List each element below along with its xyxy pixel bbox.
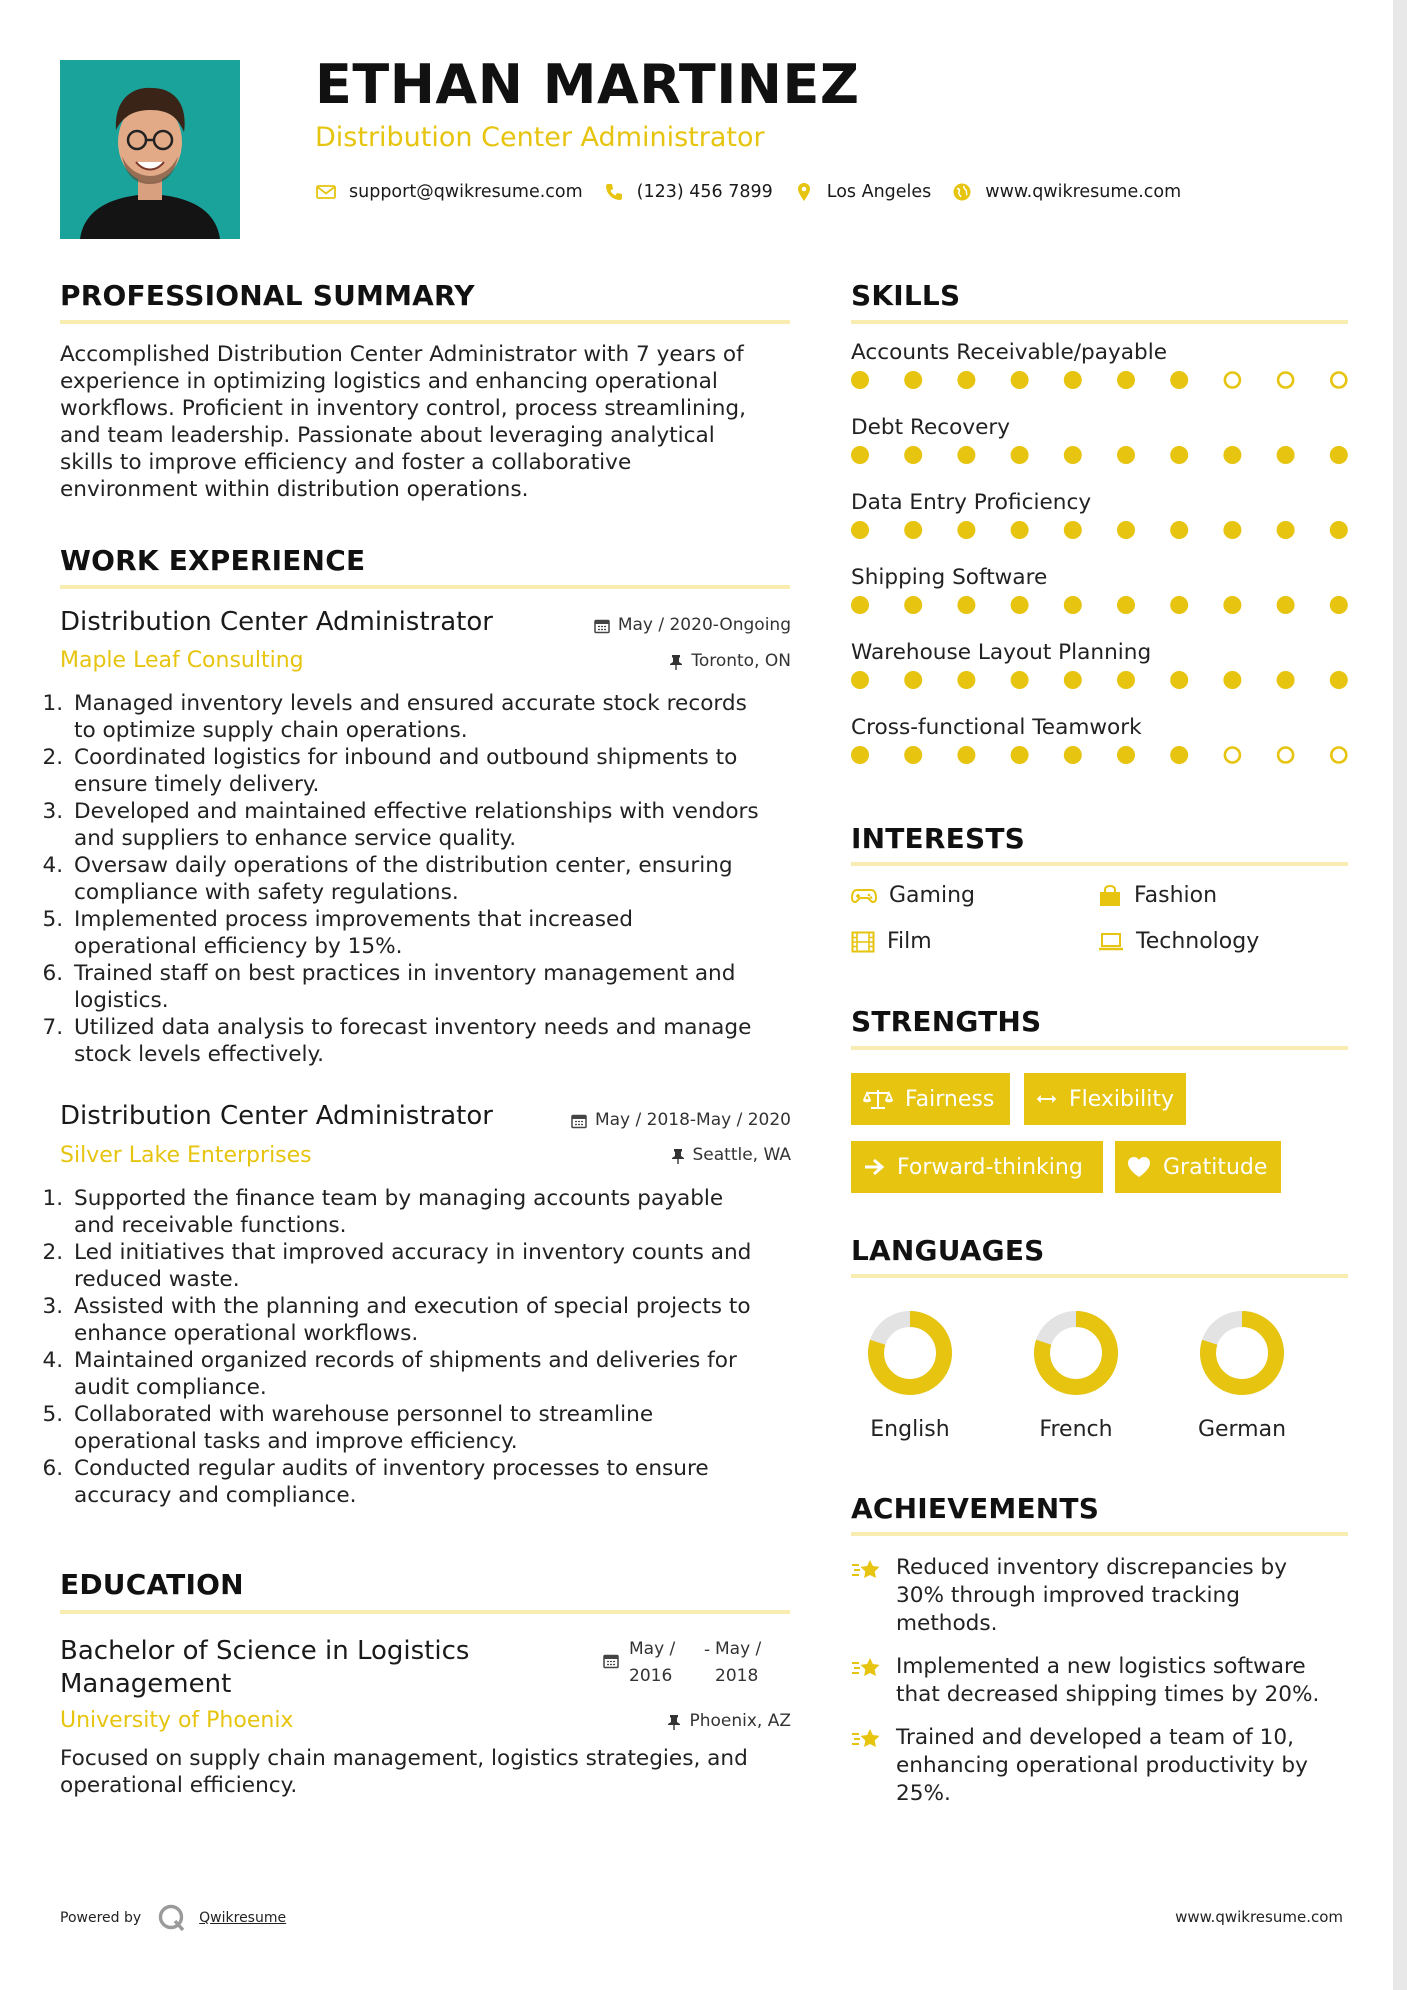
rating-dot-filled [904, 446, 922, 464]
film-icon [851, 931, 875, 953]
rating-dot-filled [1330, 671, 1348, 689]
education-location-text: Phoenix, AZ [689, 1711, 791, 1731]
contact-bar [315, 179, 1201, 205]
job-dates-text: May / 2020-Ongoing [617, 615, 791, 635]
list-item: 7. Utilized data analysis to forecast inventory needs and manage stock levels effectively. [70, 1014, 830, 1068]
arrow-right-icon [863, 1157, 885, 1177]
skill-rating [848, 668, 1348, 692]
strength-tag [851, 1073, 1010, 1125]
email-text: support@qwikresume.com [349, 182, 583, 202]
rating-dot-filled [1170, 371, 1188, 389]
summary-line: workflows. Proficient in inventory control, process streamlining, [60, 396, 746, 421]
contact-location [793, 181, 932, 203]
job-dates [571, 1112, 791, 1129]
rating-dot-empty [1331, 373, 1346, 388]
rating-dot-filled [851, 596, 869, 614]
calendar-icon [603, 1653, 619, 1669]
calendar-icon [571, 1113, 587, 1129]
experience-heading: WORK EXPERIENCE [60, 544, 366, 577]
rating-dot-filled [1117, 371, 1135, 389]
list-item: 5. Implemented process improvements that increased operational efficiency by 15%. [70, 906, 830, 960]
interest-label: Gaming [889, 883, 975, 908]
rating-dot-filled [1064, 596, 1082, 614]
strength-label: Fairness [905, 1086, 995, 1112]
interest-item [1098, 883, 1217, 908]
skill-rating [848, 593, 1348, 617]
job-location [669, 653, 791, 670]
language-label: French [1039, 1417, 1113, 1442]
job-title: Distribution Center Administrator [60, 607, 493, 637]
skill-name: Shipping Software [851, 565, 1048, 590]
interest-item [851, 929, 932, 954]
map-pin-icon [793, 181, 815, 203]
globe-icon [951, 181, 973, 203]
rating-dot-filled [904, 671, 922, 689]
skill-name: Debt Recovery [851, 415, 1011, 440]
rating-dot-filled [904, 596, 922, 614]
rating-dot-filled [904, 746, 922, 764]
candidate-name: ETHAN MARTINEZ [315, 53, 860, 116]
rating-dot-filled [1170, 446, 1188, 464]
contact-email[interactable] [315, 181, 583, 203]
rating-dot-filled [1117, 671, 1135, 689]
scale-icon [863, 1088, 893, 1110]
experience-divider [60, 585, 790, 589]
skill-name: Data Entry Proficiency [851, 490, 1092, 515]
rating-dot-filled [1011, 596, 1029, 614]
date-separator: - [704, 1640, 711, 1660]
rating-dot-filled [1330, 446, 1348, 464]
list-item: 2. Coordinated logistics for inbound and outbound shipments to ensure timely delivery. [70, 744, 830, 798]
summary-line: experience in optimizing logistics and enhancing operational [60, 369, 718, 394]
candidate-title: Distribution Center Administrator [315, 122, 765, 153]
rating-dot-filled [957, 371, 975, 389]
rating-dot-filled [957, 671, 975, 689]
list-item: 6. Conducted regular audits of inventory processes to ensure accuracy and compliance. [70, 1455, 830, 1509]
rating-dot-filled [1170, 671, 1188, 689]
language-label: German [1197, 1417, 1287, 1442]
strength-label: Flexibility [1069, 1086, 1174, 1112]
pushpin-icon [667, 1714, 681, 1730]
arrows-horizontal-icon [1036, 1091, 1057, 1107]
list-item: 1. Supported the finance team by managing accounts payable and receivable functions. [70, 1185, 830, 1239]
skill-rating [848, 443, 1348, 467]
language-proficiency-ring [860, 1303, 960, 1403]
summary-heading: PROFESSIONAL SUMMARY [60, 279, 475, 312]
rating-dot-empty [1331, 748, 1346, 763]
summary-line: and team leadership. Passionate about leveraging analytical [60, 423, 715, 448]
list-item: 4. Maintained organized records of shipments and deliveries for audit compliance. [70, 1347, 830, 1401]
list-item: 3. Developed and maintained effective relationships with vendors and suppliers to enhance service quality. [70, 798, 830, 852]
job-location [671, 1147, 792, 1164]
interest-label: Fashion [1134, 883, 1218, 908]
education-start-date: May / 2016 [629, 1639, 676, 1686]
rating-dot-filled [851, 746, 869, 764]
language-label: English [870, 1417, 950, 1442]
rating-dot-filled [1330, 521, 1348, 539]
strength-tag [851, 1141, 1103, 1193]
rating-dot-filled [1223, 671, 1241, 689]
shooting-star-icon [851, 1726, 883, 1754]
achievements-divider [851, 1532, 1348, 1536]
rating-dot-filled [1223, 596, 1241, 614]
language-proficiency-ring [1192, 1303, 1292, 1403]
summary-line: skills to improve efficiency and foster a collaborative [60, 450, 632, 475]
company-name: Maple Leaf Consulting [60, 648, 304, 673]
rating-dot-empty [1278, 373, 1293, 388]
location-text: Los Angeles [826, 182, 932, 202]
envelope-icon [315, 181, 337, 203]
strength-tag [1024, 1073, 1186, 1125]
education-divider [60, 1610, 790, 1614]
powered-by-text: Powered by [60, 1910, 142, 1926]
job-location-text: Seattle, WA [692, 1145, 791, 1165]
list-item: 5. Collaborated with warehouse personnel to streamline operational tasks and improve efficiency. [70, 1401, 830, 1455]
rating-dot-filled [1117, 596, 1135, 614]
rating-dot-filled [1170, 746, 1188, 764]
interests-heading: INTERESTS [851, 822, 1025, 855]
rating-dot-filled [1170, 596, 1188, 614]
rating-dot-filled [851, 671, 869, 689]
education-end-date: May / 2018 [715, 1639, 762, 1686]
rating-dot-filled [851, 521, 869, 539]
rating-dot-filled [1117, 446, 1135, 464]
rating-dot-filled [957, 521, 975, 539]
rating-dot-empty [1278, 748, 1293, 763]
pushpin-icon [669, 654, 683, 670]
skills-divider [851, 320, 1348, 324]
list-item: 3. Assisted with the planning and execution of special projects to enhance operational workflows. [70, 1293, 830, 1347]
summary-text [60, 341, 800, 503]
rating-dot-filled [1011, 371, 1029, 389]
job-dates-text: May / 2018-May / 2020 [594, 1110, 791, 1130]
pushpin-icon [671, 1148, 685, 1164]
strengths-divider [851, 1046, 1348, 1050]
contact-website[interactable] [951, 181, 1181, 203]
languages-heading: LANGUAGES [851, 1234, 1045, 1267]
achievement-item: Implemented a new logistics software that decreased shipping times by 20%. [896, 1654, 1320, 1707]
rating-dot-filled [904, 371, 922, 389]
list-item: 1. Managed inventory levels and ensured accurate stock records to optimize supply chain operations. [70, 690, 830, 744]
rating-dot-filled [1011, 446, 1029, 464]
rating-dot-filled [1064, 371, 1082, 389]
strength-label: Forward-thinking [897, 1154, 1083, 1180]
rating-dot-filled [1117, 746, 1135, 764]
qwikresume-logo-icon [157, 1903, 187, 1933]
shooting-star-icon [851, 1557, 883, 1585]
rating-dot-filled [1277, 596, 1295, 614]
interest-label: Film [887, 929, 932, 954]
interest-item [851, 883, 975, 908]
list-item: 4. Oversaw daily operations of the distribution center, ensuring compliance with safety regulations. [70, 852, 830, 906]
rating-dot-empty [1225, 748, 1240, 763]
education-description: Focused on supply chain management, logistics strategies, and operational efficiency. [60, 1746, 748, 1798]
strength-tag [1115, 1141, 1281, 1193]
phone-icon [603, 181, 625, 203]
rating-dot-filled [1277, 521, 1295, 539]
school-name: University of Phoenix [60, 1708, 294, 1733]
rating-dot-empty [1225, 373, 1240, 388]
rating-dot-filled [851, 371, 869, 389]
rating-dot-filled [1064, 671, 1082, 689]
interests-divider [851, 862, 1348, 866]
job-dates [594, 617, 791, 634]
summary-divider [60, 320, 790, 324]
rating-dot-filled [1011, 746, 1029, 764]
rating-dot-filled [957, 746, 975, 764]
rating-dot-filled [1011, 671, 1029, 689]
phone-text: (123) 456 7899 [636, 182, 773, 202]
website-text: www.qwikresume.com [985, 182, 1182, 202]
degree-title [60, 1635, 469, 1701]
footer-website[interactable]: www.qwikresume.com [1175, 1908, 1343, 1926]
summary-line: environment within distribution operations. [60, 477, 529, 502]
rating-dot-filled [851, 446, 869, 464]
rating-dot-filled [1277, 671, 1295, 689]
skill-rating [848, 518, 1348, 542]
languages-divider [851, 1274, 1348, 1278]
profile-photo [60, 60, 240, 239]
rating-dot-filled [957, 446, 975, 464]
shopping-bag-icon [1098, 885, 1122, 907]
job-title: Distribution Center Administrator [60, 1101, 493, 1131]
skills-heading: SKILLS [851, 279, 961, 312]
list-item: 6. Trained staff on best practices in inventory management and logistics. [70, 960, 830, 1014]
rating-dot-filled [1170, 521, 1188, 539]
footer-powered-by [60, 1903, 286, 1933]
interest-label: Technology [1136, 929, 1260, 954]
job-responsibilities [52, 690, 830, 1068]
heart-icon [1127, 1156, 1151, 1178]
rating-dot-filled [1117, 521, 1135, 539]
contact-phone[interactable] [603, 181, 773, 203]
rating-dot-filled [1064, 446, 1082, 464]
achievement-item: Reduced inventory discrepancies by 30% through improved tracking methods. [896, 1555, 1287, 1636]
rating-dot-filled [1277, 446, 1295, 464]
degree-line: Management [60, 1669, 232, 1699]
education-location [667, 1713, 791, 1730]
strengths-heading: STRENGTHS [851, 1005, 1042, 1038]
interest-item [1098, 929, 1259, 954]
skill-name: Cross-functional Teamwork [851, 715, 1142, 740]
job-responsibilities [52, 1185, 830, 1509]
rating-dot-filled [957, 596, 975, 614]
achievements-heading: ACHIEVEMENTS [851, 1492, 1100, 1525]
summary-line: Accomplished Distribution Center Administrator with 7 years of [60, 342, 744, 367]
rating-dot-filled [1064, 521, 1082, 539]
language-proficiency-ring [1026, 1303, 1126, 1403]
laptop-icon [1098, 932, 1124, 952]
rating-dot-filled [1064, 746, 1082, 764]
rating-dot-filled [1223, 521, 1241, 539]
list-item: 2. Led initiatives that improved accuracy in inventory counts and reduced waste. [70, 1239, 830, 1293]
rating-dot-filled [1011, 521, 1029, 539]
qwikresume-link[interactable]: Qwikresume [199, 1910, 287, 1926]
gamepad-icon [851, 886, 877, 906]
job-location-text: Toronto, ON [691, 651, 791, 671]
rating-dot-filled [904, 521, 922, 539]
skill-rating [848, 368, 1348, 392]
degree-line: Bachelor of Science in Logistics [60, 1636, 470, 1666]
company-name: Silver Lake Enterprises [60, 1143, 312, 1168]
skill-name: Warehouse Layout Planning [851, 640, 1152, 665]
shooting-star-icon [851, 1655, 883, 1683]
education-heading: EDUCATION [60, 1568, 244, 1601]
achievement-item: Trained and developed a team of 10, enhancing operational productivity by 25%. [896, 1725, 1308, 1806]
calendar-icon [594, 618, 610, 634]
rating-dot-filled [1223, 446, 1241, 464]
strength-label: Gratitude [1163, 1154, 1268, 1180]
skill-rating [848, 743, 1348, 767]
skill-name: Accounts Receivable/payable [851, 340, 1167, 365]
rating-dot-filled [1330, 596, 1348, 614]
